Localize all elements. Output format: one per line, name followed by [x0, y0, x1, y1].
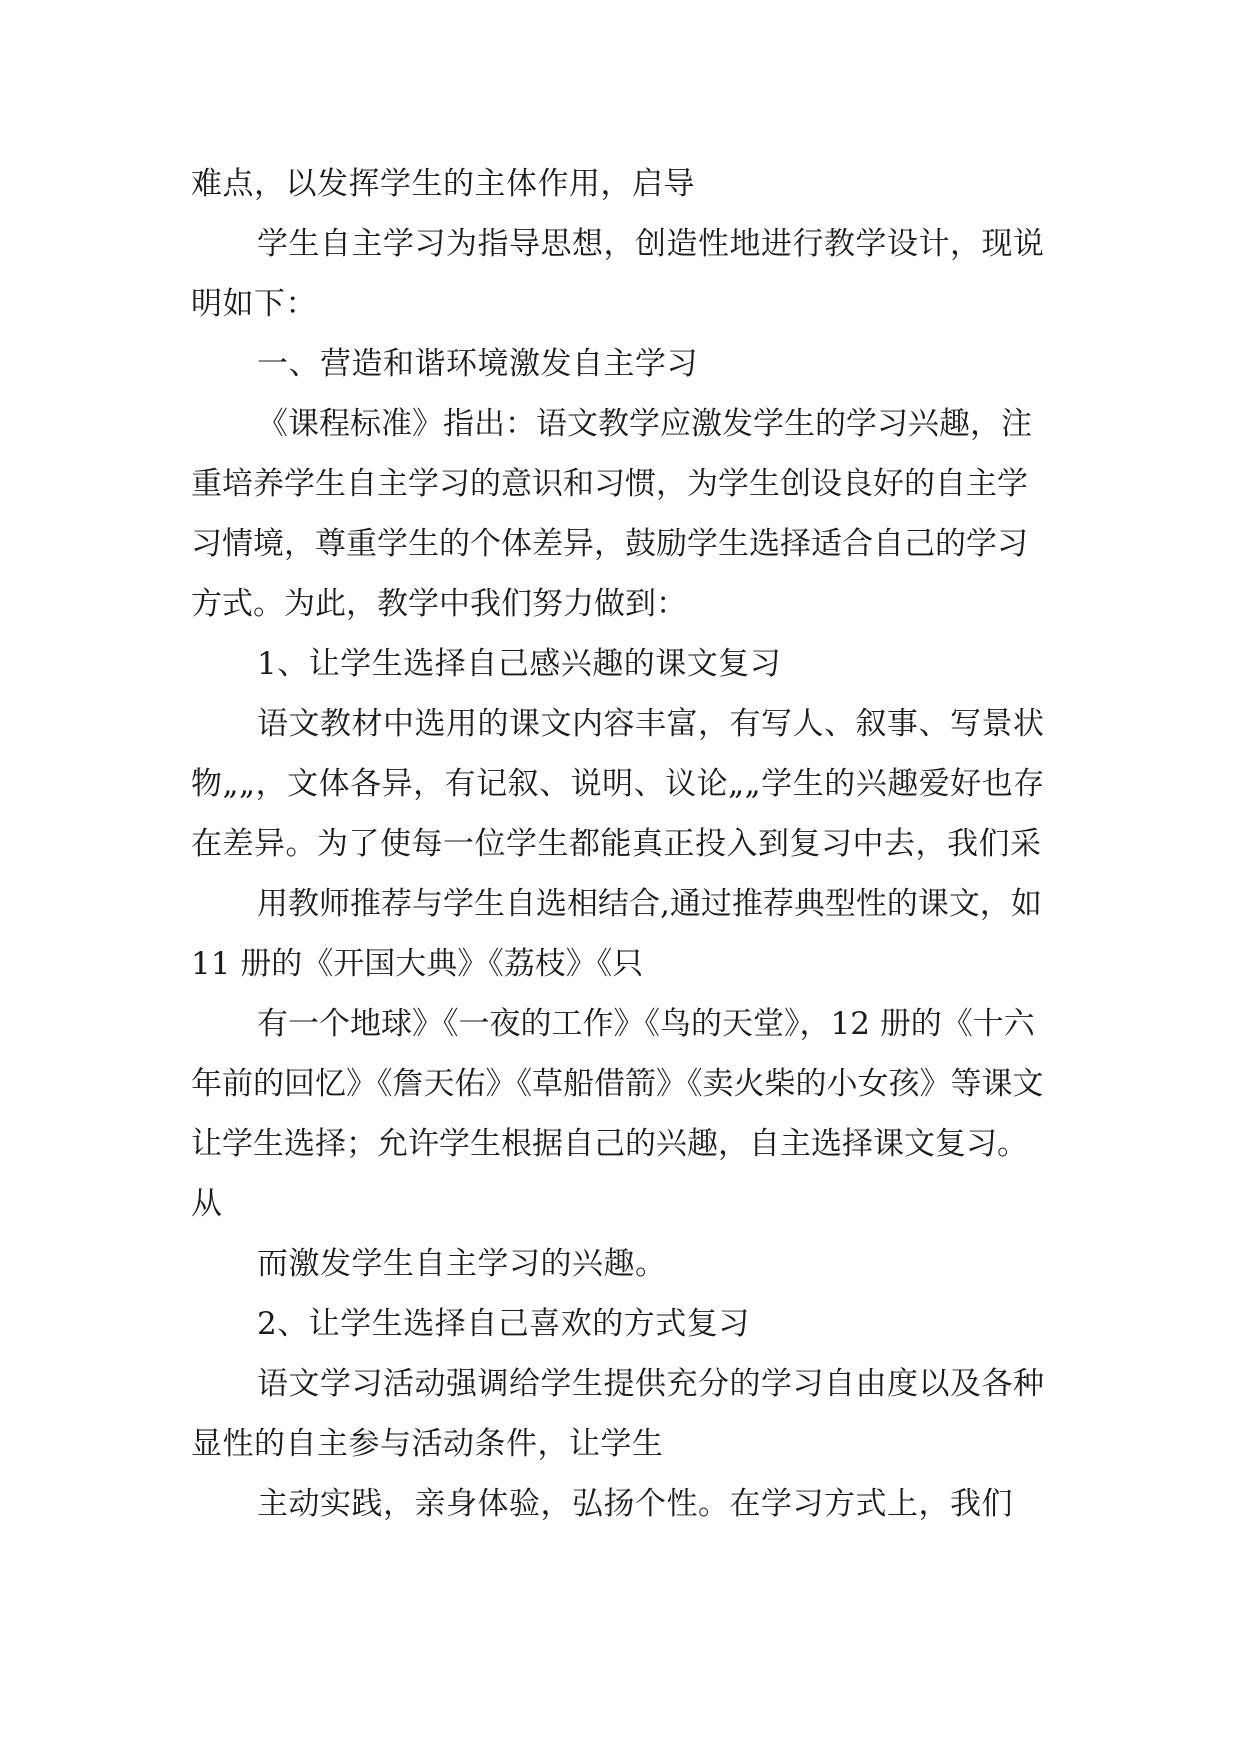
section-heading: 一、营造和谐环境激发自主学习	[257, 346, 698, 382]
document-body	[191, 154, 1051, 1534]
paragraph: 而激发学生自主学习的兴趣。	[257, 1246, 667, 1282]
paragraph: 主动实践，亲身体验，弘扬个性。在学习方式上，我们	[257, 1486, 1013, 1522]
paragraph: 语文学习活动强调给学生提供充分的学习自由度以及各种显性的自主参与活动条件，让学生	[191, 1366, 1045, 1462]
paragraph: 学生自主学习为指导思想，创造性地进行教学设计，现说明如下：	[191, 226, 1045, 322]
paragraph: 用教师推荐与学生自选相结合,通过推荐典型性的课文，如 11 册的《开国大典》《荔枝》《只	[191, 886, 1052, 982]
paragraph: 难点，以发挥学生的主体作用，启导	[191, 166, 695, 202]
subsection-heading: 2、让学生选择自己喜欢的方式复习	[257, 1306, 750, 1342]
paragraph: 《课程标准》指出：语文教学应激发学生的学习兴趣，注重培养学生自主学习的意识和习惯，为学生创设良好的自主学习情境，尊重学生的个体差异，鼓励学生选择适合自己的学习方式。为此，教学中我们努力做到：	[191, 406, 1032, 622]
paragraph: 有一个地球》《一夜的工作》《鸟的天堂》，12 册的《十六年前的回忆》《詹天佑》《草船借箭》《卖火柴的小女孩》等课文让学生选择；允许学生根据自己的兴趣，自主选择课文复习。从	[191, 1006, 1044, 1222]
paragraph: 语文教材中选用的课文内容丰富，有写人、叙事、写景状物„„，文体各异，有记叙、说明、议论„„学生的兴趣爱好也存在差异。为了使每一位学生都能真正投入到复习中去，我们采	[191, 706, 1045, 862]
subsection-heading: 1、让学生选择自己感兴趣的课文复习	[257, 646, 782, 682]
